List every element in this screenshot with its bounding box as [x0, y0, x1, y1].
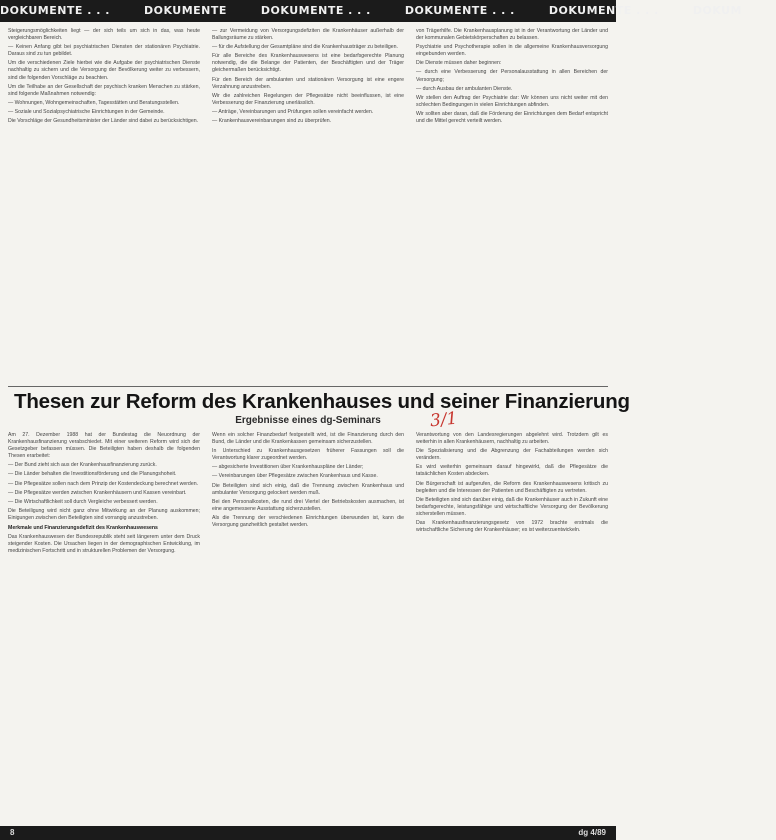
paragraph: Wir stellen den Auftrag der Psychiatrie dar: Wir können uns nicht weiter mit den schlechten Bedingungen in vielen Einrichtungen abfinden.: [416, 94, 608, 108]
article-headline: Thesen zur Reform des Krankenhauses und seiner Finanzierung: [14, 390, 630, 413]
banner-label: DOKUMENTE . . .: [404, 4, 515, 17]
paragraph: — Die Wirtschaftlichkeit soll durch Vergleiche verbessert werden.: [8, 498, 158, 505]
paragraph: — Soziale und Sozialpsychiatrische Einrichtungen in der Gemeinde.: [8, 108, 165, 115]
paragraph: Wir die zahlreichen Regelungen der Pflegesätze nicht beeinflussen, ist eine Verbesserung der Finanzierung unerlässlich.: [212, 92, 404, 106]
top-article-continuation: [8, 28, 608, 384]
paragraph: In Unterschied zu Krankenhausgesetzen früherer Fassungen soll die Verantwortung klarer zugeordnet werden.: [212, 448, 404, 462]
paragraph: Die Spezialisierung und die Abgrenzung der Fachabteilungen werden sich verändern.: [416, 448, 608, 462]
paragraph: — Die Pflegesätze werden zwischen Krankenhäusern und Kassen vereinbart.: [8, 489, 187, 496]
paragraph: Verantwortung von den Landesregierungen abgelehnt wird. Trotzdem gilt es weiterhin in allen Krankenhäusern, nachhaltig zu arbeiten.: [416, 432, 608, 446]
banner-label: DOKUMENTE . . .: [0, 4, 110, 17]
top-column-3: [416, 28, 608, 384]
paragraph: — Krankenhausvereinbarungen sind zu überprüfen.: [212, 118, 332, 125]
paragraph: Die Beteiligten sind sich einig, daß die Trennung zwischen Krankenhaus und ambulanter Versorgung gelockert werden muß.: [212, 482, 404, 496]
paragraph: — Der Bund zieht sich aus der Krankenhausfinanzierung zurück.: [8, 462, 157, 469]
page-number: 8: [10, 828, 15, 837]
body-column-3: [416, 432, 608, 820]
dokumente-banner: [0, 0, 743, 22]
banner-label: DOKUMENTE: [143, 4, 227, 17]
paragraph: Das Krankenhausfinanzierungsgesetz von 1972 brachte erstmals die wirtschaftliche Sicherung der Krankenhäuser; es ist weiterzuentwickeln.: [416, 520, 608, 534]
article-subtitle: Ergebnisse eines dg-Seminars: [235, 415, 381, 426]
banner-label: DOKUMENTE . . .: [260, 4, 371, 17]
paragraph: Die Dienste müssen daher beginnen:: [416, 60, 502, 67]
banner-label: DOKUM: [692, 4, 743, 17]
paragraph: Um die Teilhabe an der Gesellschaft der psychisch kranken Menschen zu stärken, sind folgende Maßnahmen notwendig:: [8, 83, 200, 97]
paragraph: — Die Länder behalten die Investitionsförderung und die Planungshoheit.: [8, 471, 177, 478]
paragraph: Um die verschiedenen Ziele hierbei wie die Aufgabe der psychiatrischen Dienste nachhaltig zu sichern und die Versorgung der Bevölkerung weiter zu verbessern, sind die folgenden Vorschläge zu beachten.: [8, 60, 200, 81]
paragraph: — durch eine Verbesserung der Personalausstattung in allen Bereichen der Versorgung;: [416, 69, 608, 83]
body-column-2: [212, 432, 404, 820]
handwritten-annotation: 3/1: [429, 408, 459, 432]
paragraph: — Vereinbarungen über Pflegesätze zwischen Krankenhaus und Kasse.: [212, 473, 378, 480]
paragraph: Für alle Bereiche des Krankenhauswesens ist eine bedarfsgerechte Planung notwendig, die die Belange der Patienten, der Beschäftigten und der Träger gleichermaßen berücksichtigt.: [212, 53, 404, 74]
paragraph: — für die Aufstellung der Gesamtpläne sind die Krankenhausträger zu beteiligen.: [212, 44, 398, 51]
magazine-label: dg 4/89: [578, 828, 606, 837]
top-column-2: [212, 28, 404, 384]
paragraph: — Wohnungen, Wohngemeinschaften, Tagesstätten und Beratungsstellen.: [8, 99, 180, 106]
paragraph: Am 27. Dezember 1988 hat der Bundestag die Neuordnung der Krankenhausfinanzierung verabschiedet. Mit einer weiteren Reform wird sich der Gesetzgeber befassen müssen. Die Beteiligten haben deshalb die folgenden Thesen erarbeitet:: [8, 432, 200, 460]
paragraph: — zur Vermeidung von Versorgungsdefiziten die Krankenhäuser außerhalb der Ballungsräume zu stärken.: [212, 28, 404, 42]
paragraph: Wir sollten aber daran, daß die Förderung der Einrichtungen dem Bedarf entspricht und die Mittel gerecht verteilt werden.: [416, 110, 608, 125]
paragraph: — Anträge, Vereinbarungen und Prüfungen sollen vereinfacht werden.: [212, 108, 374, 115]
paragraph: Wenn ein solcher Finanzbedarf festgestellt wird, ist die Finanzierung durch den Bund, die Länder und die Krankenkassen gemeinsam sicherzustellen.: [212, 432, 404, 446]
paragraph: Die Beteiligten sind sich darüber einig, daß die Krankenhäuser auch in Zukunft eine bedarfsgerechte, leistungsfähige und wirtschaftliche Versorgung der Bevölkerung sicherstellen müssen.: [416, 496, 608, 517]
divider-rule: [8, 386, 608, 387]
paragraph: — abgesicherte Investitionen über Krankenhauspläne der Länder;: [212, 464, 364, 471]
article-body: [8, 432, 608, 820]
page-footer: [0, 826, 616, 840]
paragraph: Die Beteiligung wird nicht ganz ohne Mitwirkung an der Planung auskommen; Einigungen zwischen den Beteiligten sind vorrangig anzustreben.: [8, 507, 200, 521]
paragraph: Das Krankenhauswesen der Bundesrepublik steht seit längerem unter dem Druck steigender Kosten. Die Ursachen liegen in der demographischen Entwicklung, im medizinischen Fortschritt und in strukturellen Problemen der Versorgung.: [8, 534, 200, 555]
paragraph: Für den Bereich der ambulanten und stationären Versorgung ist eine engere Verzahnung anzustreben.: [212, 76, 404, 90]
paragraph: — Die Pflegesätze sollen nach dem Prinzip der Kostendeckung berechnet werden.: [8, 480, 199, 487]
paragraph: Steigerungsmöglichkeiten liegt — der sich teils um sich in das, was heute vergleichbaren Bereich.: [8, 28, 200, 42]
paragraph: — Keinen Anfang gibt bei psychiatrischen Diensten der stationären Psychiatrie. Daraus sind zu tun gebildet.: [8, 44, 200, 58]
paragraph: Psychiatrie und Psychotherapie sollen in die allgemeine Krankenhausversorgung eingebunden werden.: [416, 44, 608, 58]
paragraph: Bei den Personalkosten, die rund drei Viertel der Betriebskosten ausmachen, ist eine angemessene Ausstattung sicherzustellen.: [212, 498, 404, 512]
paragraph: von Trägerhilfe. Die Krankenhausplanung ist in der Verantwortung der Länder und der kommunalen Gebietskörperschaften zu belassen.: [416, 28, 608, 42]
paragraph: — durch Ausbau der ambulanten Dienste.: [416, 85, 513, 92]
section-heading: Merkmale und Finanzierungsdefizit des Krankenhauswesens: [8, 525, 158, 532]
paragraph: Die Vorschläge der Gesundheitsminister der Länder sind dabei zu berücksichtigen.: [8, 118, 199, 125]
paragraph: Es wird weiterhin gemeinsam darauf hingewirkt, daß die Pflegesätze die tatsächlichen Kosten abdecken.: [416, 464, 608, 478]
banner-label: DOKUMENTE . . .: [548, 4, 659, 17]
paragraph: Als die Trennung der verschiedenen Einrichtungen überwunden ist, kann die Versorgung ganzheitlich gestaltet werden.: [212, 514, 404, 529]
top-column-1: [8, 28, 200, 384]
paragraph: Die Bürgerschaft ist aufgerufen, die Reform des Krankenhauswesens kritisch zu begleiten und die Interessen der Patienten und Beschäftigten zu vertreten.: [416, 480, 608, 494]
body-column-1: [8, 432, 200, 820]
